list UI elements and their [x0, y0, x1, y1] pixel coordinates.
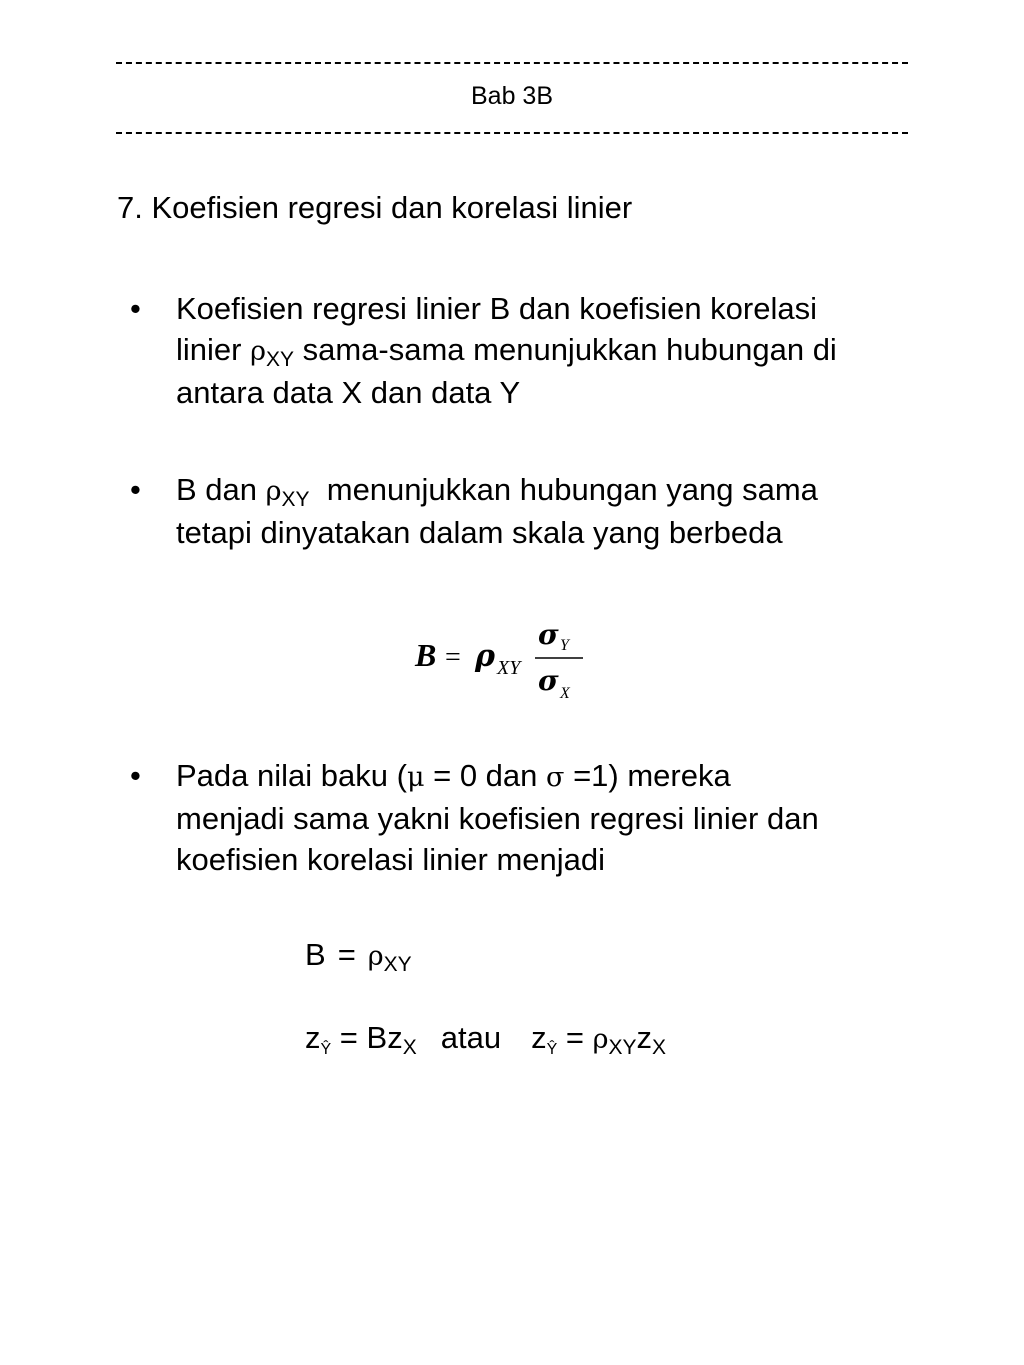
text-span: =1) mereka — [564, 758, 731, 793]
subscript: X — [651, 1036, 666, 1059]
eq-equals: = — [331, 1020, 367, 1055]
text-span: menunjukkan hubungan yang sama — [309, 472, 818, 507]
bullet-3-text — [176, 755, 916, 880]
formula-denominator: σ — [538, 664, 559, 697]
bullet-1-line-1: Koefisien regresi linier B dan koefisien korelasi — [176, 291, 817, 326]
bullet-marker: • — [130, 758, 141, 793]
text-span: B dan — [176, 472, 266, 507]
sigma-symbol: σ — [546, 762, 565, 793]
top-dashed-rule — [116, 62, 908, 64]
formula-equals: = — [445, 642, 461, 673]
bullet-2-text — [176, 469, 916, 553]
regression-formula — [405, 618, 605, 713]
z-term: z — [531, 1020, 547, 1055]
chapter-label: Bab 3B — [470, 82, 553, 110]
rho-symbol: ρ — [592, 1024, 609, 1055]
subscript: XY — [608, 1036, 637, 1059]
formula-rho: ρ — [475, 639, 495, 674]
bullet-1-line-3: antara data X dan data Y — [176, 375, 521, 410]
bullet-1-line-2 — [176, 329, 916, 372]
equation-b-equals-rho — [305, 937, 412, 976]
bz-term: Bz — [366, 1020, 403, 1055]
z-term: z — [636, 1020, 652, 1055]
formula-rho-sub: XY — [497, 657, 521, 679]
subscript: X — [402, 1036, 417, 1059]
bullet-3-line-1 — [176, 755, 916, 798]
equation-z-scores — [305, 1020, 666, 1059]
section-heading: 7. Koefisien regresi dan korelasi linier — [117, 190, 633, 225]
subscript: XY — [281, 488, 310, 511]
rho-symbol: ρ — [367, 941, 384, 972]
rho-symbol: ρ — [250, 336, 266, 367]
atau-word: atau — [440, 1020, 502, 1055]
rho-symbol: ρ — [265, 476, 282, 507]
subscript: XY — [265, 348, 294, 371]
formula-numerator-sub: Y — [560, 637, 569, 654]
subscript: XY — [383, 953, 412, 976]
formula-lhs: B — [415, 637, 437, 673]
z-term: z — [305, 1020, 321, 1055]
bullet-3-line-3: koefisien korelasi linier menjadi — [176, 842, 606, 877]
formula-denominator-sub: X — [560, 685, 570, 702]
text-span: Pada nilai baku ( — [176, 758, 407, 793]
bullet-1-text — [176, 288, 916, 413]
text-span: sama-sama menunjukkan hubungan di — [293, 332, 837, 367]
text-span: = 0 dan — [424, 758, 547, 793]
bullet-2-line-2: tetapi dinyatakan dalam skala yang berbeda — [176, 515, 783, 550]
subscript: Ŷ — [320, 1041, 332, 1058]
eq-lhs: B — [305, 937, 326, 972]
eq-equals: = — [557, 1020, 593, 1055]
bullet-marker: • — [130, 472, 141, 507]
bullet-2-line-1 — [176, 469, 916, 512]
formula-numerator: σ — [538, 618, 559, 651]
bottom-dashed-rule — [116, 132, 908, 134]
bullet-marker: • — [130, 291, 141, 326]
eq-equals: = — [337, 937, 356, 972]
subscript: Ŷ — [546, 1041, 558, 1058]
bullet-3-line-2: menjadi sama yakni koefisien regresi linier dan — [176, 801, 819, 836]
text-span: linier — [176, 332, 251, 367]
mu-symbol: μ — [406, 762, 425, 793]
